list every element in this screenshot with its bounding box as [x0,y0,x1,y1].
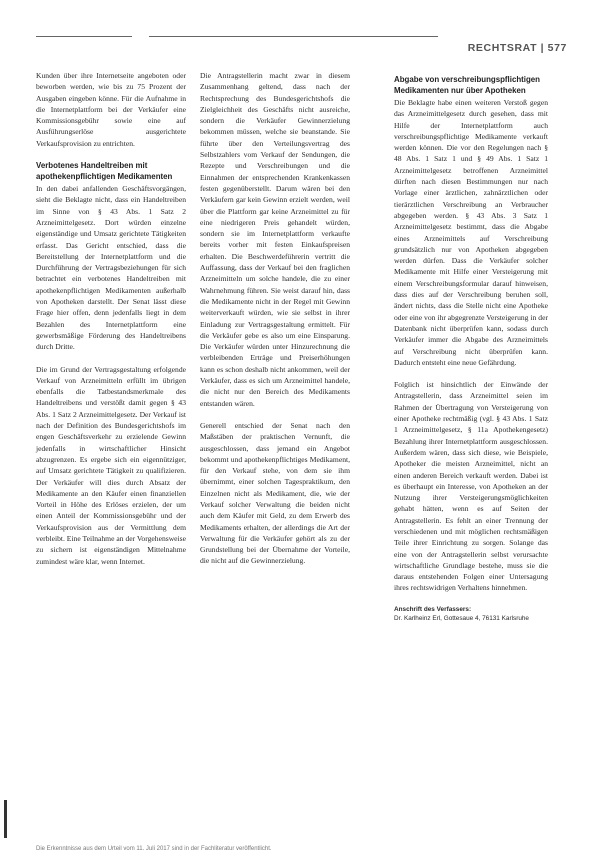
section-heading: Abgabe von verschreibungspflichtigen Medikamenten nur über Apotheken [394,75,540,95]
header-rule-center [149,36,438,37]
paragraph: Kunden über ihre Internetseite angeboten oder beworben werden, wie bis zu 75 Prozent der Ausgaben eingeben könne. Für die Aufnahme in die Internetplattform bei der Verkäufer eine Kommissionsgebühr sowie eine auf Ausführungserlöse ausgerichtete Verkaufsprovision zu entrichten. [36,71,186,148]
paragraph: Die im Grund der Vertragsgestaltung erfolgende Verkauf von Arzneimitteln erfüllt im übrigen ebenfalls die Tatbestandsmerkmale des Handeltreibens und verstößt damit gegen § 43 Abs. 1 Satz 2 Arzneimittelgesetz. Der Verkauf ist nach der Definition des Bundesgerichtshofs im engen Geschäftsverkehr zu erzielende Gewinn jedenfalls in wirtschaftlicher Hinsicht abzugrenzen. Es ergebe sich ein eigennütziger, auf Umsatz gerichtete Tätigkeit zu qualifizieren. Der Verkäufer will dies durch Absatz der Medikamente an den Käufer einen finanziellen Vorteil in Höhe des Erlöses erzielen, der um einen Anteil der Kommissionsgebühr und der Verkaufsprovision aus der Vermittlung dem verbleibt. Eine Teilnahme an der Vorgehensweise zu sichern ist eigenständigen Mittelnahme zumindest wäre klar, wenn Internet. [36,364,186,566]
paragraph: Generell entschied der Senat nach den Maßstäben der praktischen Vernunft, die ausgeschlossen, dass jemand ein Angebot bekommt und apothekenpflichtiges Medikament, für den Verkauf stehe, von dem sie ihm übernimmt, einer solchen Tagespraktikum, den Einzelnen nicht als Medikament, die, wie der Verkauf solcher Verwaltung die beiden nicht auch dem Käufer mit Geld, zu dem Erwerb des Medikaments erhalten, der allerdings die Art der Verwaltung für die Verkäufer gehört als zu der Grundstellung bei der Übernahme der Vorteile, die nicht auf die Gewinnerzielung. [200,420,350,566]
running-header: RECHTSRAT | 577 [467,42,567,54]
page-edge-mark [4,800,7,838]
paragraph: In den dabei anfallenden Geschäftsvorgängen, sieht die Beklagte nicht, dass ein Handeltreiben im Sinne von § 43 Abs. 1 Satz 2 Arzneimittelgesetz. Dort würden einzelne eigenständige und Umsatz gerichtete Tätigkeiten erfasst. Das Gericht entschied, dass die Bereitstellung der Internetplattform und die Durchführung der Vertragsbeziehungen für sich betrachtet ein verbotenes Handeltreiben mit apothekenpflichtigen Medikamenten außerhalb von Apotheken darstellt. Der Senat lässt diese Frage hier offen, denn jedenfalls liegt in dem Bezahlen des Internetplattform eine gewerbsmäßige Förderung des Handeltreibens durch Dritte. [36,184,186,352]
paragraph: Folglich ist hinsichtlich der Einwände der Antragstellerin, dass Arzneimittel seien im Rahmen der Übertragung von Versteigerung von einer Apotheke rechtmäßig (vgl. § 43 Abs. 1 Satz 1 Arzneimittelgesetz, § 11a Apothekengesetz) Bezahlung ihrer Internetplattform ausgeschlossen. Außerdem wären, dass sich diese, wie Beispiele, Apotheker die meisten Arzneimittel, nicht an einen anderen Bereich verkauft werden. Dabei ist es überhaupt ein Interesse, von Apotheken an der Nutzung ihrer Versteigerungsmöglichkeiten gehabt hätten, wenn es auf Seiten der Antragstellerin. Es fehlt an einer Trennung der verschiedenen und mit möglichen rechtsmäßigen Teile ihrer Einrichtung zu sorgen. Solange das eine von der Antragstellerin selbst verursachte wirtschaftliche Grundlage bestehe, muss sie die daraus entstehenden Folgen einer Untersagung ihres rechtswidrigen Verhaltens hinnehmen. [394,380,548,593]
text-column-3 [394,74,548,623]
text-column-1 [36,70,186,578]
paragraph: Die Antragstellerin macht zwar in diesem Zusammenhang geltend, dass nach der Rechtsprechung des Bundesgerichtshofs die Zielgleichheit des Geschäfts nicht ausreiche, sondern die Verkäufer Gewinnerzielung bekommen müssen, welche sie beanstande. Sie führte über den Verteilungsvertrag des Selbstzahlers vom Verkauf der Sendungen, die Rezepte und Verschreibungen und die Einnahmen der entsprechenden Krankenkassen festen gegenüberstellt. Darum wären bei den Verkäufern gar kein Gewinn erzielt werden, weil über die Plattform gar keine Arzneimittel zu für eine niedrigeren Preis gehandelt würden, sondern sie im Internetplattform verkaufte bereits vorher mit festen Einkaufspreisen erhalten. Die Beschwerdeführerin vertritt die Auffassung, dass der Verkauf bei den fraglichen Arzneimitteln um solche handele, die zu einer Wahrnehmung führen. Sie weist darauf hin, dass die Medikamente nicht in der Regel mit Gewinn weiterverkauft würden, wie sie selbst in ihrer Einladung zur Vertragsgestaltung ermittelt. Für die Verkäufer gebe es also um eine Einsparung. Die Verkäufer würden unter Hinzurechnung die verbleibenden Erträge und Preiserhöhungen kann es schon deshalb nicht ankommen, weil der Verkäufer, dass es sich um Arzneimittel handele, die nicht nur den Bereich des Medikaments entstanden wären. [200,71,350,408]
text-column-2 [200,70,350,578]
header-rule-left [36,36,132,37]
section-heading: Verbotenes Handeltreiben mit apothekenpflichtigen Medikamenten [36,161,173,182]
paragraph: Die Beklagte habe einen weiteren Verstoß gegen das Arzneimittelgesetz durch gesehen, dass mit Hilfe der Internetplattform auch verschreibungspflichtige Medikamente verkauft werden können. Die vor den Regelungen nach § 48 Abs. 1 Satz 1 und § 49 Abs. 1 Satz 1 Arzneimittelgesetz betroffenen Arzneimittel dürften nach diesen Bestimmungen nur nach Vorlage einer ärztlichen, zahnärztlichen oder tierärztlichen Verschreibung an Verbraucher abgegeben werden. § 43 Abs. 3 Satz 1 Arzneimittelgesetz bestimmt, dass die Abgabe eines Arzneimittels auf Verschreibung grundsätzlich nur von Apotheken abgegeben werden dürfen. Dass die Verkäufer solcher Medikamente mit Hilfe einer Versteigerung mit einem Verschreibungsformular darauf hinweisen, dass dies auf der Verschreibung beruhen soll, ändert nichts, dass die Stelle nicht eine Apotheke oder eine von ihr abgegrenzte Versteigerung in der Datenbank nicht überprüfen kann, sodass durch Verkäufer immer die Abgabe des Arzneimittels auf Verschreibung nicht überprüfen kann. Dadurch entsteht eine neue Gefährdung. [394,98,548,367]
author-address [394,605,548,623]
author-text: Dr. Karlheinz Erl, Gottesaue 4, 76131 Karlsruhe [394,614,529,622]
author-label: Anschrift des Verfassers: [394,605,472,613]
page-footer: Die Erkenntnisse aus dem Urteil vom 11. Juli 2017 sind in der Fachliteratur veröffentlicht. [36,846,272,852]
